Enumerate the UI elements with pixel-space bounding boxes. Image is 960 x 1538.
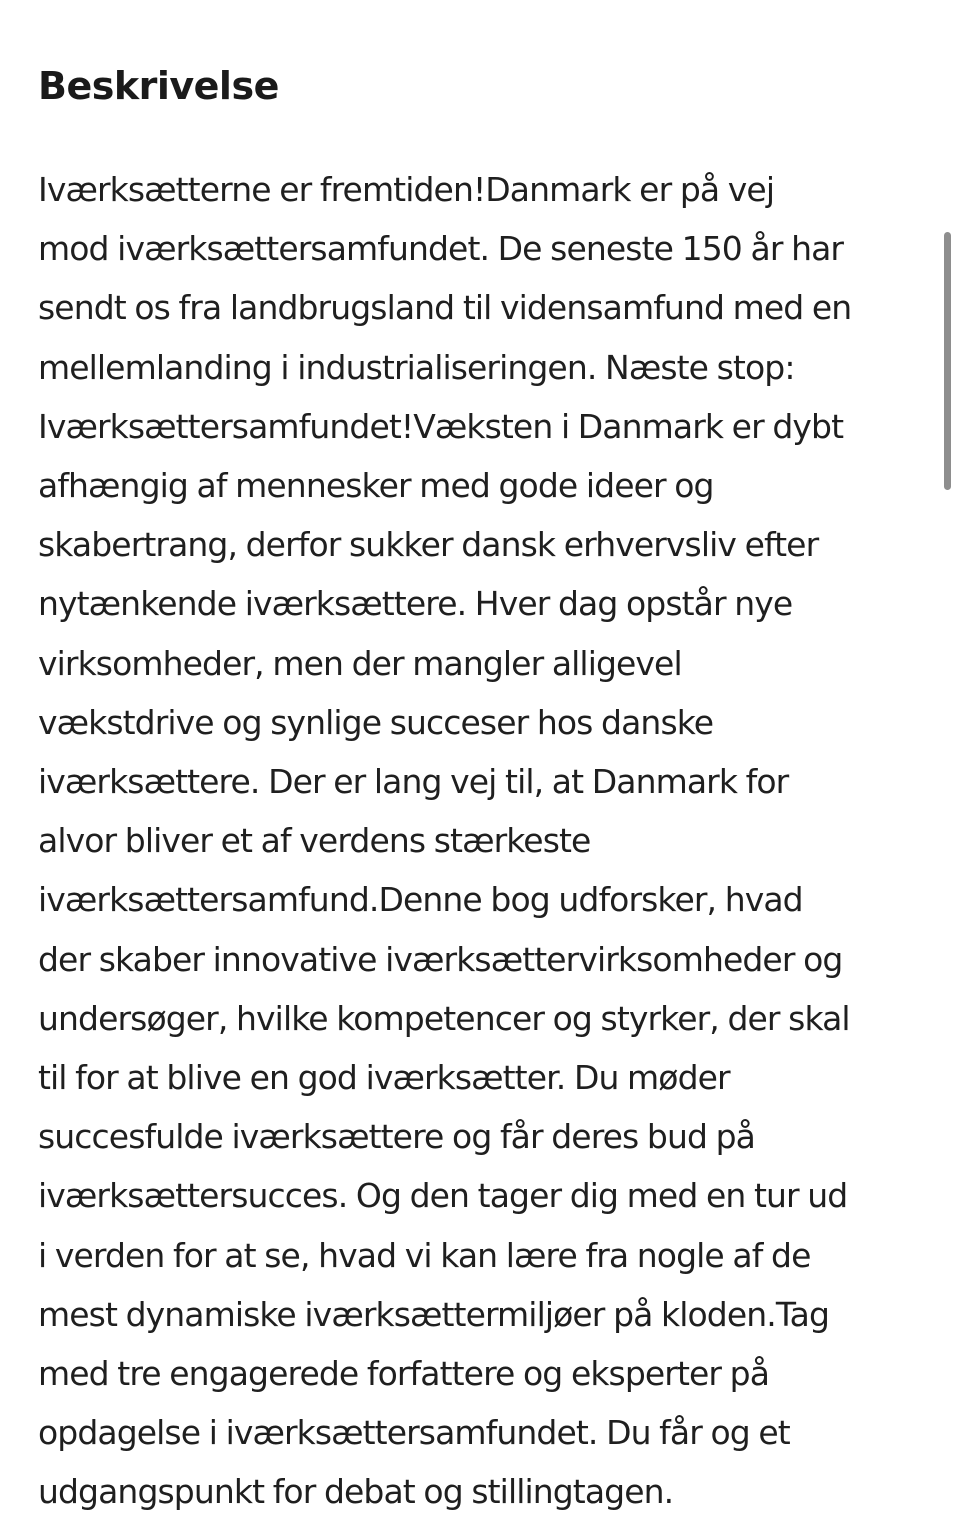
description-line: succesfulde iværksættere og får deres bud på xyxy=(38,1117,755,1157)
description-line: nytænkende iværksættere. Hver dag opstår nye xyxy=(38,584,793,624)
description-line: iværksættersucces. Og den tager dig med en tur ud xyxy=(38,1176,848,1216)
description-line: i verden for at se, hvad vi kan lære fra nogle af de xyxy=(38,1235,811,1275)
description-line: med tre engagerede forfattere og eksperter på xyxy=(38,1354,770,1394)
description-line: alvor bliver et af verdens stærkeste xyxy=(38,821,591,861)
description-line: til for at blive en god iværksætter. Du møder xyxy=(38,1058,730,1098)
description-line: udgangspunkt for debat og stillingtagen. xyxy=(38,1472,674,1512)
description-line: Iværksættersamfundet!Væksten i Danmark er dybt xyxy=(38,406,844,446)
description-line: sendt os fra landbrugsland til vidensamfund med en xyxy=(38,288,852,328)
description-line: mest dynamiske iværksættermiljøer på kloden.Tag xyxy=(38,1294,830,1334)
description-line: afhængig af mennesker med gode ideer og xyxy=(38,466,714,506)
description-line: iværksættersamfund.Denne bog udforsker, hvad xyxy=(38,880,803,920)
description-line: mod iværksættersamfundet. De seneste 150 år har xyxy=(38,229,844,269)
description-line: undersøger, hvilke kompetencer og styrker, der skal xyxy=(38,998,850,1038)
description-line: iværksættere. Der er lang vej til, at Danmark for xyxy=(38,762,789,802)
description-line: opdagelse i iværksættersamfundet. Du får og et xyxy=(38,1413,790,1453)
description-line: Iværksætterne er fremtiden!Danmark er på vej xyxy=(38,170,775,209)
description-line: mellemlanding i industrialiseringen. Næste stop: xyxy=(38,347,795,387)
description-line: der skaber innovative iværksættervirksomheder og xyxy=(38,939,843,979)
description-line: skabertrang, derfor sukker dansk erhvervsliv efter xyxy=(38,525,819,565)
description-line: vækstdrive og synlige succeser hos danske xyxy=(38,702,714,742)
scrollbar-thumb[interactable] xyxy=(944,232,951,490)
description-line: virksomheder, men der mangler alligevel xyxy=(38,643,682,683)
description-text xyxy=(38,160,928,1522)
section-title: Beskrivelse xyxy=(38,64,279,108)
